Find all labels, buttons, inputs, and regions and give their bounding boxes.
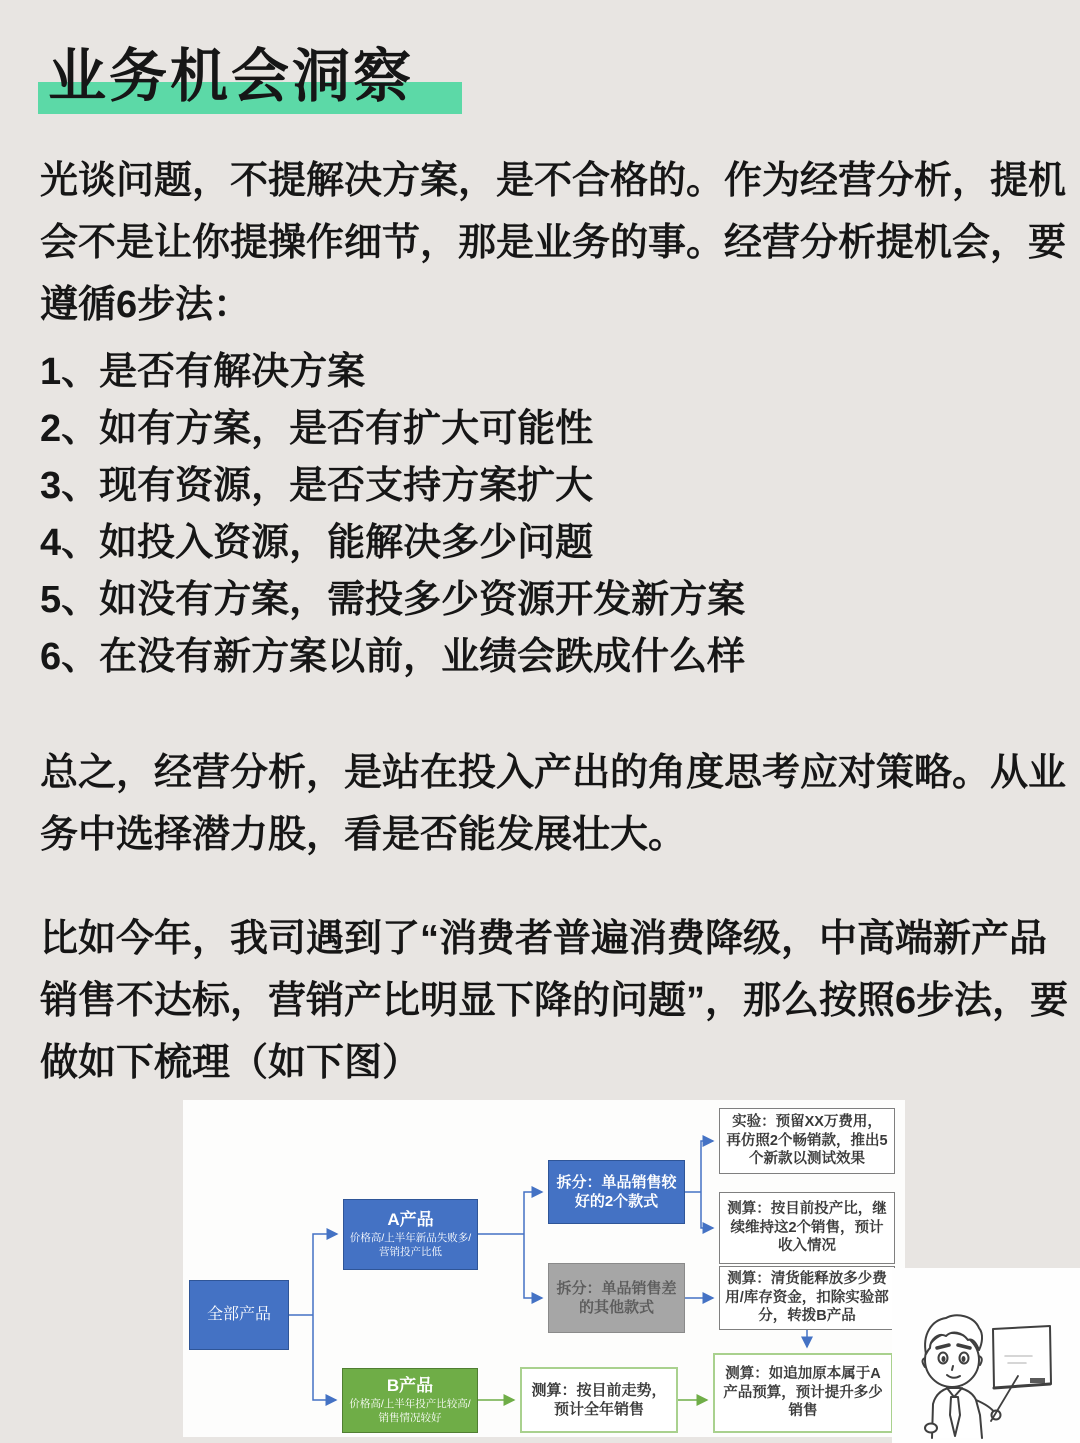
page-title: [48, 42, 414, 112]
flow-box-calc-keep: [719, 1192, 895, 1264]
flow-box-experiment: [719, 1108, 895, 1174]
flow-box-subtitle: 价格高/上半年新品失败多/营销投产比低: [349, 1232, 472, 1258]
flow-box-label: 测算：如追加原本属于A产品预算，预计提升多少销售: [723, 1365, 883, 1420]
step-item-6: 6、在没有新方案以前，业绩会跌成什么样: [40, 636, 746, 678]
step-item-5: 5、如没有方案，需投多少资源开发新方案: [40, 579, 746, 621]
flow-box-label: 实验：预留XX万费用，再仿照2个畅销款，推出5个新款以测试效果: [726, 1113, 888, 1168]
intro-paragraph: [40, 150, 1067, 336]
step-item-3: 3、现有资源，是否支持方案扩大: [40, 465, 594, 507]
flow-box-label: 测算：按目前走势，预计全年销售: [531, 1381, 667, 1418]
summary-line: 务中选择潜力股，看是否能发展壮大。: [40, 814, 687, 856]
teacher-mascot-illustration: [892, 1268, 1080, 1443]
summary-paragraph: [40, 742, 1067, 866]
step-item-2: 2、如有方案，是否有扩大可能性: [40, 408, 594, 450]
flow-box-split-bad-items: [548, 1263, 685, 1333]
intro-line: 光谈问题，不提解决方案，是不合格的。作为经营分析，提机: [40, 160, 1067, 202]
page-title-text: 业务机会洞察: [48, 44, 415, 109]
flow-box-calc-clearance: [719, 1266, 895, 1330]
summary-line: 总之，经营分析，是站在投入产出的角度思考应对策略。从业: [40, 752, 1067, 794]
six-step-list: [40, 344, 1040, 686]
flow-box-label: 测算：清货能释放多少费用/库存资金，扣除实验部分，转拨B产品: [725, 1270, 889, 1325]
step-item-1: 1、是否有解决方案: [40, 351, 366, 393]
flow-box-calc-boost: [713, 1353, 893, 1433]
example-line: 销售不达标，营销产比明显下降的问题”，那么按照6步法，要: [40, 980, 1069, 1022]
flow-box-all-products: [189, 1280, 289, 1350]
flow-box-label: 拆分：单品销售差的其他款式: [556, 1279, 677, 1316]
title-block: [40, 0, 1040, 112]
example-line: 比如今年，我司遇到了“消费者普遍消费降级，中高端新产品: [40, 918, 1048, 960]
example-paragraph: [40, 908, 1069, 1094]
intro-line: 会不是让你提操作细节，那是业务的事。经营分析提机会，要: [40, 222, 1067, 264]
example-line: 做如下梳理（如下图）: [40, 1042, 421, 1084]
flow-box-product-a: [343, 1199, 478, 1270]
intro-line: 遵循6步法：: [40, 284, 252, 326]
flow-box-split-good-items: [548, 1160, 685, 1224]
mascot-card: [892, 1268, 1080, 1443]
flow-box-calc-trend: [520, 1367, 678, 1433]
flow-box-label: 拆分：单品销售较好的2个款式: [556, 1173, 677, 1210]
step-item-4: 4、如投入资源，能解决多少问题: [40, 522, 594, 564]
flow-box-title: A产品: [387, 1209, 434, 1229]
flow-box-label: 测算：按目前投产比，继续维持这2个销售，预计收入情况: [727, 1200, 887, 1255]
flow-box-product-b: [342, 1368, 478, 1433]
flowchart-diagram: [183, 1100, 905, 1437]
flow-box-subtitle: 价格高/上半年投产比较高/销售情况较好: [349, 1398, 471, 1424]
flow-box-label: 全部产品: [206, 1305, 271, 1323]
flow-box-title: B产品: [386, 1375, 434, 1395]
